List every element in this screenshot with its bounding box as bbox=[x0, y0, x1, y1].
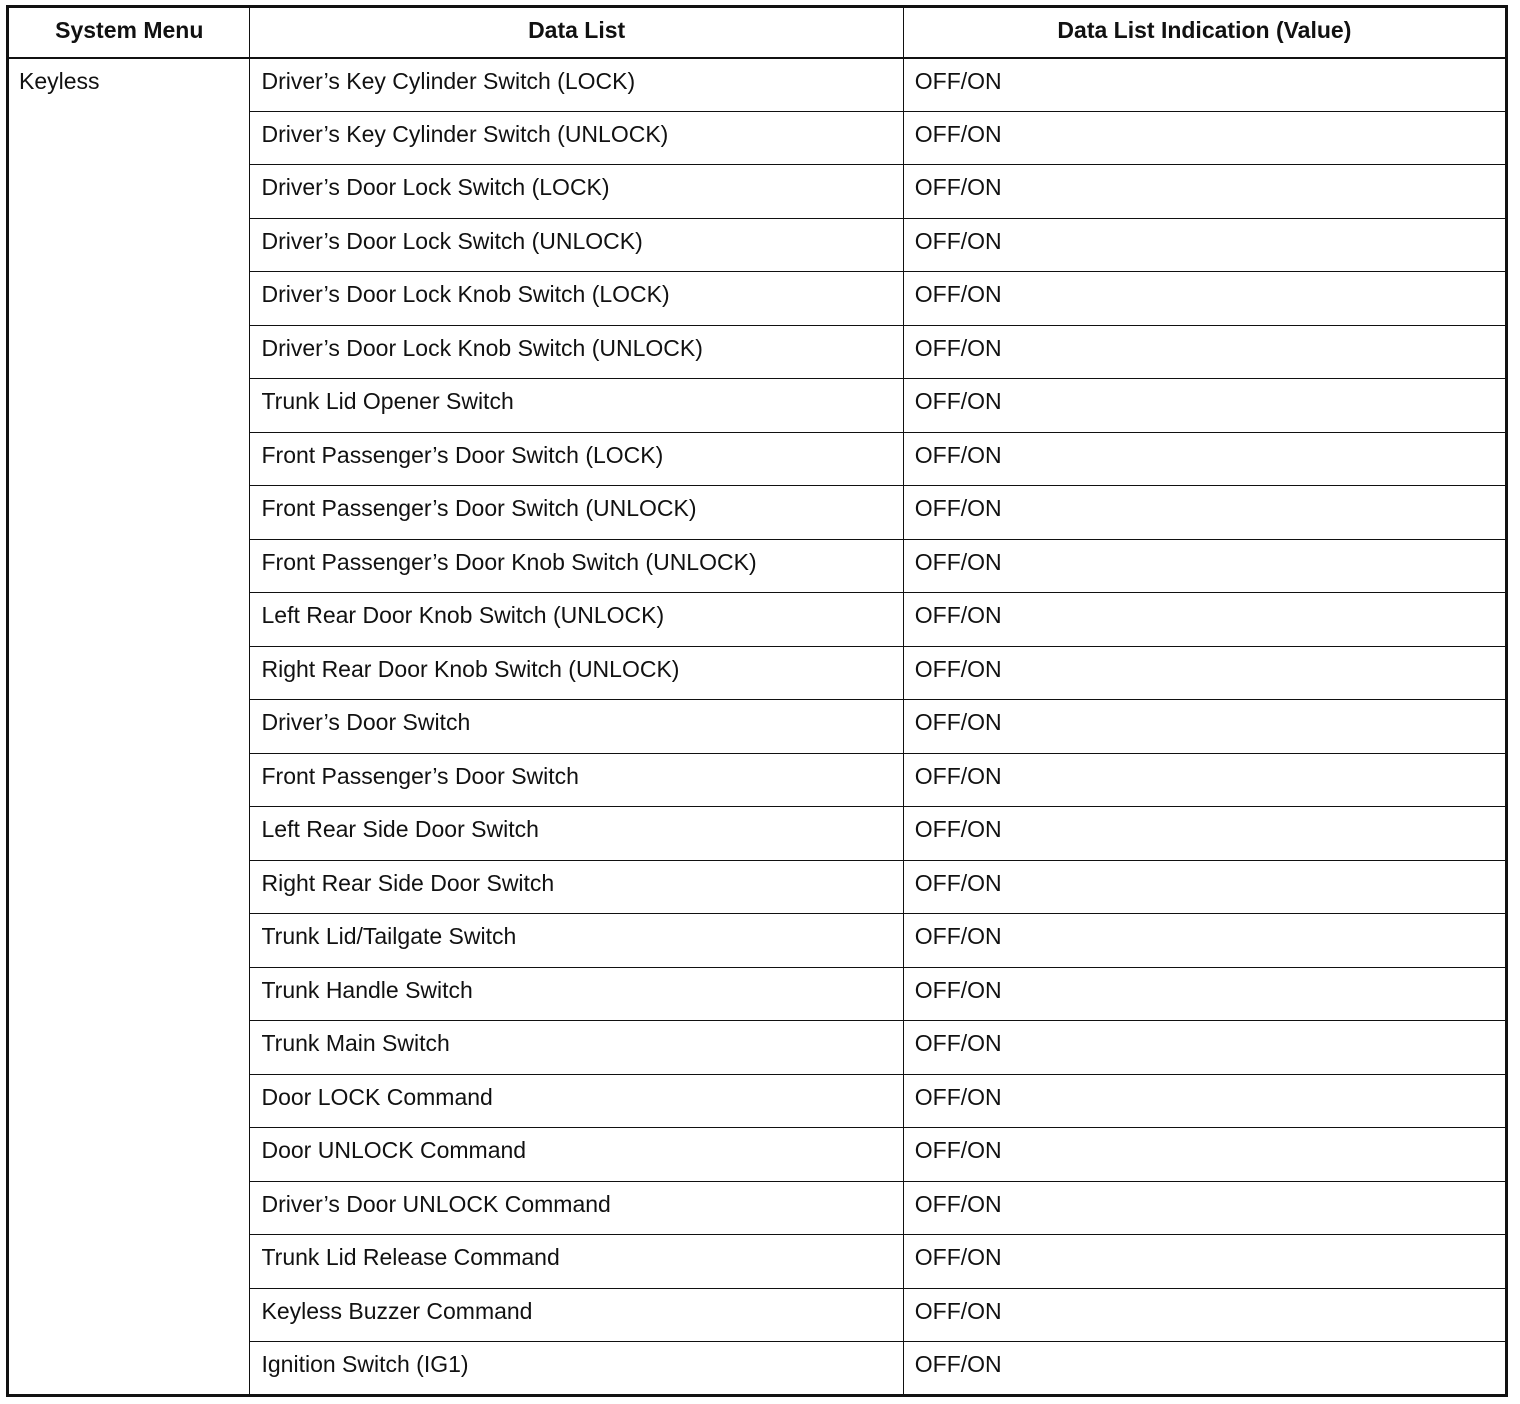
data-list-value: OFF/ON bbox=[903, 1128, 1506, 1182]
table-body bbox=[8, 58, 1507, 1396]
data-list-value: OFF/ON bbox=[903, 486, 1506, 540]
data-list-item: Trunk Main Switch bbox=[250, 1021, 903, 1075]
data-list-value: OFF/ON bbox=[903, 1288, 1506, 1342]
system-menu-cell: Keyless bbox=[8, 58, 250, 1396]
data-list-item: Trunk Lid Release Command bbox=[250, 1235, 903, 1289]
data-list-value: OFF/ON bbox=[903, 1021, 1506, 1075]
data-list-item: Driver’s Key Cylinder Switch (LOCK) bbox=[250, 58, 903, 112]
data-list-value: OFF/ON bbox=[903, 807, 1506, 861]
data-list-item: Front Passenger’s Door Knob Switch (UNLOCK) bbox=[250, 539, 903, 593]
data-list-item: Trunk Lid Opener Switch bbox=[250, 379, 903, 433]
data-list-value: OFF/ON bbox=[903, 700, 1506, 754]
data-list-item: Driver’s Door Lock Knob Switch (UNLOCK) bbox=[250, 325, 903, 379]
data-list-item: Driver’s Door Lock Knob Switch (LOCK) bbox=[250, 272, 903, 326]
header-system-menu: System Menu bbox=[8, 7, 250, 58]
data-list-value: OFF/ON bbox=[903, 325, 1506, 379]
data-list-item: Driver’s Door Lock Switch (UNLOCK) bbox=[250, 218, 903, 272]
data-list-item: Door LOCK Command bbox=[250, 1074, 903, 1128]
data-list-item: Driver’s Key Cylinder Switch (UNLOCK) bbox=[250, 111, 903, 165]
data-list-value: OFF/ON bbox=[903, 1235, 1506, 1289]
data-list-item: Driver’s Door Switch bbox=[250, 700, 903, 754]
header-data-list: Data List bbox=[250, 7, 903, 58]
data-list-value: OFF/ON bbox=[903, 860, 1506, 914]
data-list-value: OFF/ON bbox=[903, 1074, 1506, 1128]
data-list-item: Right Rear Door Knob Switch (UNLOCK) bbox=[250, 646, 903, 700]
data-list-item: Left Rear Door Knob Switch (UNLOCK) bbox=[250, 593, 903, 647]
data-list-value: OFF/ON bbox=[903, 646, 1506, 700]
data-list-value: OFF/ON bbox=[903, 111, 1506, 165]
data-list-value: OFF/ON bbox=[903, 58, 1506, 112]
data-list-item: Keyless Buzzer Command bbox=[250, 1288, 903, 1342]
data-list-value: OFF/ON bbox=[914, 1351, 1002, 1378]
data-list-item: Front Passenger’s Door Switch bbox=[250, 753, 903, 807]
data-list-item: Trunk Handle Switch bbox=[250, 967, 903, 1021]
data-list-item: Front Passenger’s Door Switch (LOCK) bbox=[250, 432, 903, 486]
data-list-item: Trunk Lid/Tailgate Switch bbox=[250, 914, 903, 968]
data-list-item: Ignition Switch (IG1) bbox=[250, 1342, 903, 1396]
data-list-table bbox=[6, 5, 1508, 1397]
data-list-value: OFF/ON bbox=[903, 753, 1506, 807]
data-list-item: Driver’s Door Lock Switch (LOCK) bbox=[250, 165, 903, 219]
data-list-value: OFF/ON bbox=[903, 539, 1506, 593]
data-list-item: Driver’s Door UNLOCK Command bbox=[250, 1181, 903, 1235]
data-list-value: OFF/ON bbox=[903, 914, 1506, 968]
data-list-item: Front Passenger’s Door Switch (UNLOCK) bbox=[250, 486, 903, 540]
data-list-value: OFF/ON bbox=[903, 593, 1506, 647]
data-list-value: OFF/ON bbox=[903, 165, 1506, 219]
header-data-list-indication: Data List Indication (Value) bbox=[903, 7, 1506, 58]
data-list-value: OFF/ON bbox=[903, 1181, 1506, 1235]
data-list-value: OFF/ON bbox=[903, 379, 1506, 433]
data-list-value: OFF/ON bbox=[903, 967, 1506, 1021]
data-list-value: OFF/ON bbox=[903, 218, 1506, 272]
header-row bbox=[8, 7, 1507, 58]
data-list-value: OFF/ON bbox=[903, 432, 1506, 486]
data-list-item: Right Rear Side Door Switch bbox=[250, 860, 903, 914]
data-list-value: OFF/ON bbox=[903, 272, 1506, 326]
table-row bbox=[8, 58, 1507, 112]
data-list-item: Left Rear Side Door Switch bbox=[250, 807, 903, 861]
data-list-item: Door UNLOCK Command bbox=[250, 1128, 903, 1182]
